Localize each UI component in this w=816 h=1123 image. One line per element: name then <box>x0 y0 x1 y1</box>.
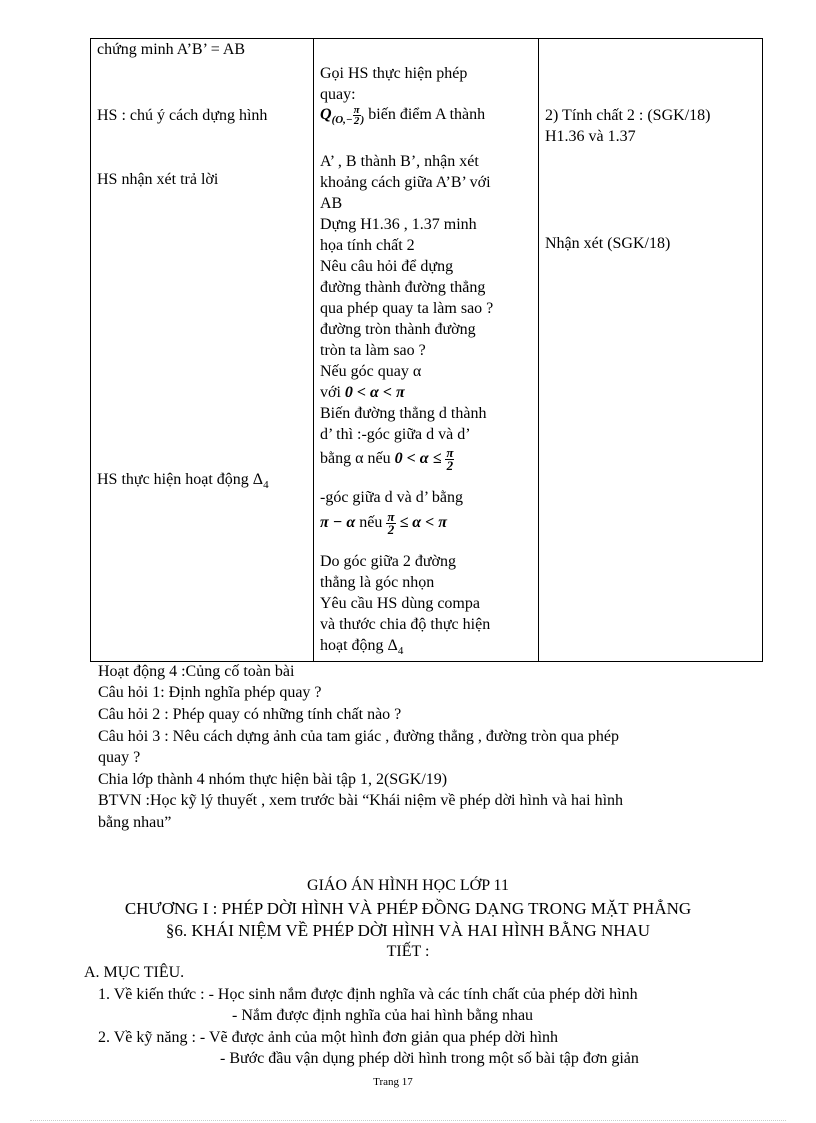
teacher-line: Do góc giữa 2 đường <box>320 553 457 570</box>
lesson-table <box>90 38 763 662</box>
page-divider <box>30 1120 786 1121</box>
teacher-activity-column <box>314 39 539 662</box>
teacher-line: Nêu câu hỏi để dựng <box>320 258 454 275</box>
knowledge-line-2: - Nắm được định nghĩa của hai hình bằng nhau <box>232 1007 534 1024</box>
rotation-formula: $Q_{(O,-}$ $\frac{\pi}{2}$ $_)$ biến điểm A thành <box>320 104 486 127</box>
angle-case-2: π − α nếu $\frac{\pi}{2}$ ≤ α < π <box>320 509 447 537</box>
skills-line-1: 2. Về kỹ năng : - Vẽ được ảnh của một hình đơn giản qua phép dời hình <box>98 1029 559 1046</box>
teacher-line: Nếu góc quay α <box>320 363 422 380</box>
chapter-title: CHƯƠNG I : PHÉP DỜI HÌNH VÀ PHÉP ĐỒNG DẠNG TRONG MẶT PHẲNG <box>124 899 692 918</box>
knowledge-line-1: 1. Về kiến thức : - Học sinh nắm được định nghĩa và các tính chất của phép dời hình <box>98 986 638 1003</box>
angle-case-1: bằng α nếu 0 < α ≤ $\frac{\pi}{2}$ <box>320 445 454 473</box>
content-column <box>539 39 763 662</box>
teacher-line: A’ , B thành B’, nhận xét <box>320 153 479 170</box>
teacher-line: -góc giữa d và d’ bằng <box>320 489 463 506</box>
teacher-line: Biến đường thẳng d thành <box>320 405 487 422</box>
teacher-line: Yêu cầu HS dùng compa <box>320 595 480 612</box>
teacher-line: hoạt động $\Delta_4$ <box>320 637 404 657</box>
figure-ref: H1.36 và 1.37 <box>545 128 636 145</box>
hs-attention-text: HS : chú ý cách dựng hình <box>97 107 268 124</box>
question-1: Câu hỏi 1: Định nghĩa phép quay ? <box>98 684 322 701</box>
objectives-title: A. MỤC TIÊU. <box>84 964 185 981</box>
teacher-line: đường thành đường thẳng <box>320 279 486 296</box>
teacher-line: họa tính chất 2 <box>320 237 415 254</box>
period-label: TIẾT : <box>386 943 430 960</box>
proof-text: chứng minh A’B’ = AB <box>97 41 246 58</box>
teacher-line: d’ thì :-góc giữa d và d’ <box>320 426 471 443</box>
consolidation-heading: Hoạt động 4 :Củng cố toàn bài <box>98 663 295 680</box>
page-number: Trang 17 <box>373 1076 413 1088</box>
teacher-line: tròn ta làm sao ? <box>320 342 426 359</box>
angle-condition: với 0 < α < π <box>320 384 405 401</box>
remark: Nhận xét (SGK/18) <box>545 235 671 252</box>
teacher-line: đường tròn thành đường <box>320 321 476 338</box>
homework-cont: bằng nhau” <box>98 814 172 831</box>
group-task: Chia lớp thành 4 nhóm thực hiện bài tập 1, 2(SGK/19) <box>98 771 448 788</box>
teacher-line: quay: <box>320 86 356 103</box>
hs-activity-text: HS thực hiện hoạt động $\Delta_4$ <box>97 471 269 491</box>
teacher-line: thẳng là góc nhọn <box>320 574 435 591</box>
question-3-cont: quay ? <box>98 749 141 766</box>
teacher-line: và thước chia độ thực hiện <box>320 616 491 633</box>
table-row <box>91 39 763 662</box>
teacher-line: qua phép quay ta làm sao ? <box>320 300 494 317</box>
teacher-line: khoảng cách giữa A’B’ với <box>320 174 491 191</box>
property-2: 2) Tính chất 2 : (SGK/18) <box>545 107 711 124</box>
teacher-line: AB <box>320 195 343 212</box>
homework: BTVN :Học kỹ lý thuyết , xem trước bài “Khái niệm về phép dời hình và hai hình <box>98 792 624 809</box>
skills-line-2: - Bước đầu vận dụng phép dời hình trong một số bài tập đơn giản <box>220 1050 639 1067</box>
question-3: Câu hỏi 3 : Nêu cách dựng ảnh của tam giác , đường thẳng , đường tròn qua phép <box>98 728 620 745</box>
teacher-line: Dựng H1.36 , 1.37 minh <box>320 216 477 233</box>
lesson-plan-title: GIÁO ÁN HÌNH HỌC LỚP 11 <box>307 877 509 894</box>
teacher-line: Gọi HS thực hiện phép <box>320 65 468 82</box>
student-activity-column <box>91 39 314 662</box>
hs-answer-text: HS nhận xét trả lời <box>97 171 219 188</box>
question-2: Câu hỏi 2 : Phép quay có những tính chất nào ? <box>98 706 402 723</box>
section-title: §6. KHÁI NIỆM VỀ PHÉP DỜI HÌNH VÀ HAI HÌNH BẰNG NHAU <box>165 921 651 940</box>
